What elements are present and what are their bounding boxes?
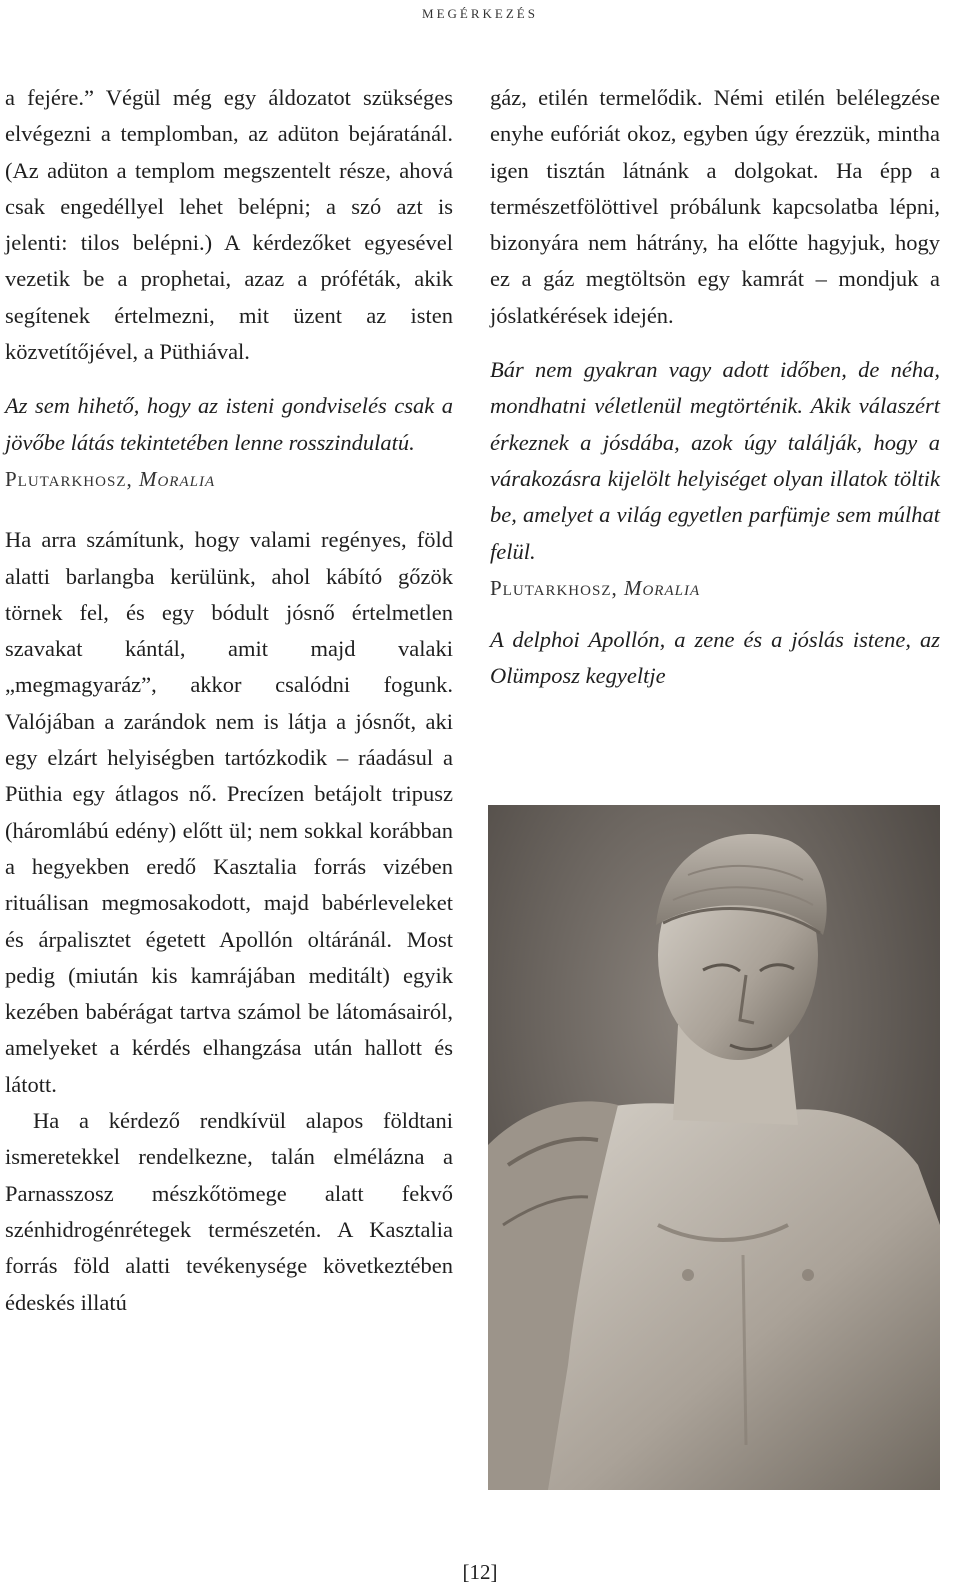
running-header: MEGÉRKEZÉS bbox=[422, 6, 538, 21]
figure-caption: A delphoi Apollón, a zene és a jóslás istene, az Olümposz kegyeltje bbox=[490, 627, 940, 689]
epigraph-quote: Az sem hihető, hogy az isteni gondviselés csak a jövőbe látás tekintetében lenne rosszindulatú. bbox=[5, 393, 453, 455]
quote-attribution bbox=[490, 570, 940, 606]
right-column bbox=[490, 80, 940, 695]
attribution-work: Moralia bbox=[138, 466, 216, 491]
page-number: [12] bbox=[462, 1560, 498, 1584]
body-paragraph: a fejére.” Végül még egy áldozatot szükséges elvégezni a templomban, az adüton bejáratánál. (Az adüton a templom megszentelt része, ahová csak engedéllyel lehet belépni; a szó azt is jelenti: tilos belépni.) A kérdezőket egyesével vezetik be a prophetai, azaz a próféták, akik segítenek értelmezni, mit üzent az isten közvetítőjével, a Püthiával. bbox=[5, 85, 453, 365]
epigraph-quote: Bár nem gyakran vagy adott időben, de néha, mondhatni véletlenül megtörténik. Akik válaszért érkeznek a jósdába, azok úgy találják, hogy a várakozásra kijelölt helyiséget olyan illatok töltik be, amelyet a világ egyetlen parfümje sem múlhat felül. bbox=[490, 357, 940, 564]
body-paragraph: gáz, etilén termelődik. Némi etilén belélegzése enyhe eufóriát okoz, egyben úgy érezzük, mintha igen tisztán látnánk a dolgokat. Ha épp a természetfölöttivel próbálunk kapcsolatba lépni, bizonyára nem hátrány, ha előtte hagyjuk, hogy ez a gáz megtöltsön egy kamrát – mondjuk a jóslatkérések idején. bbox=[490, 85, 940, 328]
quote-attribution bbox=[5, 461, 453, 497]
attribution-author: Plutarkhosz, bbox=[5, 466, 133, 491]
attribution-work: Moralia bbox=[623, 575, 701, 600]
body-paragraph: Ha arra számítunk, hogy valami regényes, föld alatti barlangba kerülünk, ahol kábító gőzök törnek fel, és egy bódult jósnő értelmetlen szavakat kántál, amit majd valaki „megmagyaráz”, akkor csalódni fogunk. Valójában a zarándok nem is látja a jósnőt, aki egy elzárt helyiségben tartózkodik – ráadásul a Püthia egy átlagos nő. Precízen betájolt tripusz (háromlábú edény) előtt ül; nem sokkal korábban a hegyekben eredő Kasztalia forrás vizében rituálisan megmosakodott, majd babérleveleket és árpalisztet égetett Apollón oltáránál. Most pedig (miután kis kamrájában meditált) egyik kezében babérágat tartva számol be látomásairól, amelyeket a kérdés elhangzása után hallott és látott. bbox=[5, 527, 453, 1097]
left-column bbox=[5, 80, 453, 1321]
attribution-author: Plutarkhosz, bbox=[490, 575, 618, 600]
body-paragraph: Ha a kérdező rendkívül alapos földtani ismeretekkel rendelkezne, talán elmélázna a Parnasszosz mészkőtömege alatt fekvő szénhidrogénrétegek természetén. A Kasztalia forrás föld alatti tevékenysége következtében édeskés illatú bbox=[5, 1108, 453, 1315]
apollo-statue-photo bbox=[488, 805, 940, 1490]
